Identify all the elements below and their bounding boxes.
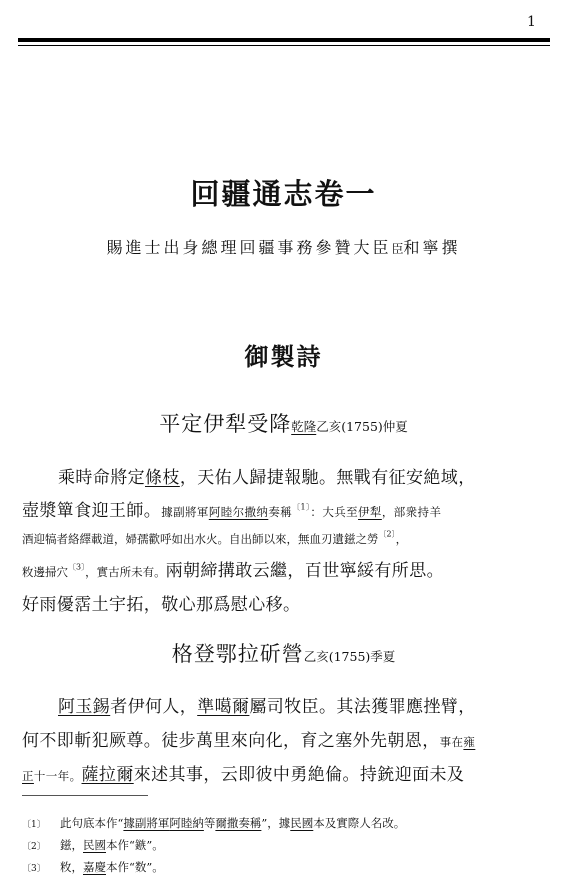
person-name: 阿睦尔撒纳 bbox=[208, 505, 269, 519]
annotation-run: ：大兵至 bbox=[310, 505, 359, 519]
annotation-run: ，部衆持羊 bbox=[381, 505, 442, 519]
page-number: 1 bbox=[527, 14, 536, 30]
poem-date-note: 乙亥(1755)仲夏 bbox=[316, 419, 408, 434]
text-run: 兩朝締搆敢云繼，百世寧綏有所思。 bbox=[165, 561, 444, 581]
edition-name: 民國 bbox=[83, 838, 106, 852]
footnote-rule bbox=[22, 795, 148, 796]
poem1-line-1 bbox=[58, 463, 476, 488]
annotation-run: ，實古所未有。 bbox=[85, 565, 166, 579]
text-run: 壺漿簞食迎王師。 bbox=[22, 501, 162, 521]
text-run: 本作“鏃”。 bbox=[106, 838, 164, 852]
author-self-reference: 臣 bbox=[391, 242, 404, 256]
footnote-3 bbox=[22, 859, 164, 875]
poem1-line-3 bbox=[22, 528, 407, 547]
underlined-run: 爾撒奏稱 bbox=[215, 816, 262, 830]
annotation-run: 據副將軍 bbox=[161, 505, 209, 519]
poem2-line-1 bbox=[58, 692, 476, 717]
volume-title: 回疆通志卷一 bbox=[190, 177, 377, 211]
section-title: 御製詩 bbox=[244, 342, 323, 371]
text-run: 何不即斬犯厥尊。徒步萬里來向化，育之塞外先朝恩， bbox=[22, 731, 440, 751]
annotation-run: 敉邊掃穴 bbox=[22, 565, 68, 579]
author-title: 賜進士出身總理回疆事務參贊大臣 bbox=[106, 238, 392, 257]
text-run: 鎡， bbox=[60, 838, 83, 852]
era-name: 正 bbox=[22, 769, 34, 783]
footnote-mark: 〔2〕 bbox=[22, 842, 46, 852]
place-name: 伊犁 bbox=[358, 505, 382, 519]
person-name: 薩拉爾 bbox=[81, 765, 134, 785]
edition-name: 民國 bbox=[290, 816, 314, 830]
poem1-line-4 bbox=[22, 556, 444, 581]
text-run: ”，據 bbox=[261, 816, 291, 830]
poem-title-1 bbox=[0, 408, 567, 438]
poem-era-name: 乾隆 bbox=[291, 419, 317, 434]
text-run: 者伊何人， bbox=[110, 697, 198, 717]
poem1-line-5: 好雨優霑土宇拓，敬心那爲慰心移。 bbox=[22, 595, 301, 615]
header-rule-thick bbox=[18, 38, 550, 42]
poem-title-2 bbox=[0, 638, 567, 668]
place-name: 準噶爾 bbox=[197, 697, 250, 717]
annotation-run: 酒迎犒者絡繹載道，婦孺歡呼如出水火。自出師以來，無血刃遺鎡之勞 bbox=[22, 532, 379, 546]
annotation-run: 事在 bbox=[439, 735, 464, 749]
edition-name: 嘉慶 bbox=[83, 860, 106, 874]
annotation-run: 奏稱 bbox=[268, 505, 293, 519]
era-name: 雍 bbox=[463, 735, 476, 749]
text-run: 本作“数”。 bbox=[106, 860, 164, 874]
annotation-run: ， bbox=[395, 532, 408, 546]
footnote-mark: 〔1〕 bbox=[22, 820, 46, 830]
poem-date-note: 乙亥(1755)季夏 bbox=[303, 649, 396, 664]
author-line bbox=[0, 235, 567, 258]
person-name: 阿睦納 bbox=[169, 816, 204, 830]
header-rule-thin bbox=[18, 45, 550, 46]
text-run: 來述其事，云即彼中勇絶倫。持銃迎面未及 bbox=[133, 765, 465, 785]
text-run: 乘時命將定 bbox=[58, 468, 145, 488]
footnote-ref-3: 〔3〕 bbox=[68, 562, 86, 572]
poem-title-text: 格登鄂拉斫營 bbox=[171, 642, 304, 666]
poem-title-text: 平定伊犁受降 bbox=[159, 412, 292, 436]
text-run: 屬司牧臣。其法獲罪應挫臂， bbox=[249, 697, 476, 717]
poem1-line-2 bbox=[22, 496, 441, 521]
place-name: 條枝 bbox=[145, 468, 180, 488]
text-run: 此句底本作“ bbox=[60, 816, 124, 830]
poem2-line-2 bbox=[22, 726, 475, 751]
text-run: 等 bbox=[203, 816, 216, 830]
annotation-run: 十一年。 bbox=[33, 769, 82, 783]
underlined-run: 據副將軍 bbox=[123, 816, 170, 830]
person-name: 阿玉錫 bbox=[58, 697, 111, 717]
footnote-ref-1: 〔1〕 bbox=[292, 502, 311, 512]
text-run: ，天佑人歸捷報馳。無戰有征安絶域， bbox=[179, 468, 476, 488]
footnote-mark: 〔3〕 bbox=[22, 864, 46, 874]
footnote-ref-2: 〔2〕 bbox=[378, 529, 396, 539]
footnote-1 bbox=[22, 815, 405, 831]
poem2-line-3 bbox=[22, 760, 464, 785]
footnote-2 bbox=[22, 837, 164, 853]
text-run: 敉， bbox=[60, 860, 83, 874]
author-name: 和寧撰 bbox=[403, 238, 461, 257]
text-run: 本及實際人名改。 bbox=[313, 816, 406, 830]
